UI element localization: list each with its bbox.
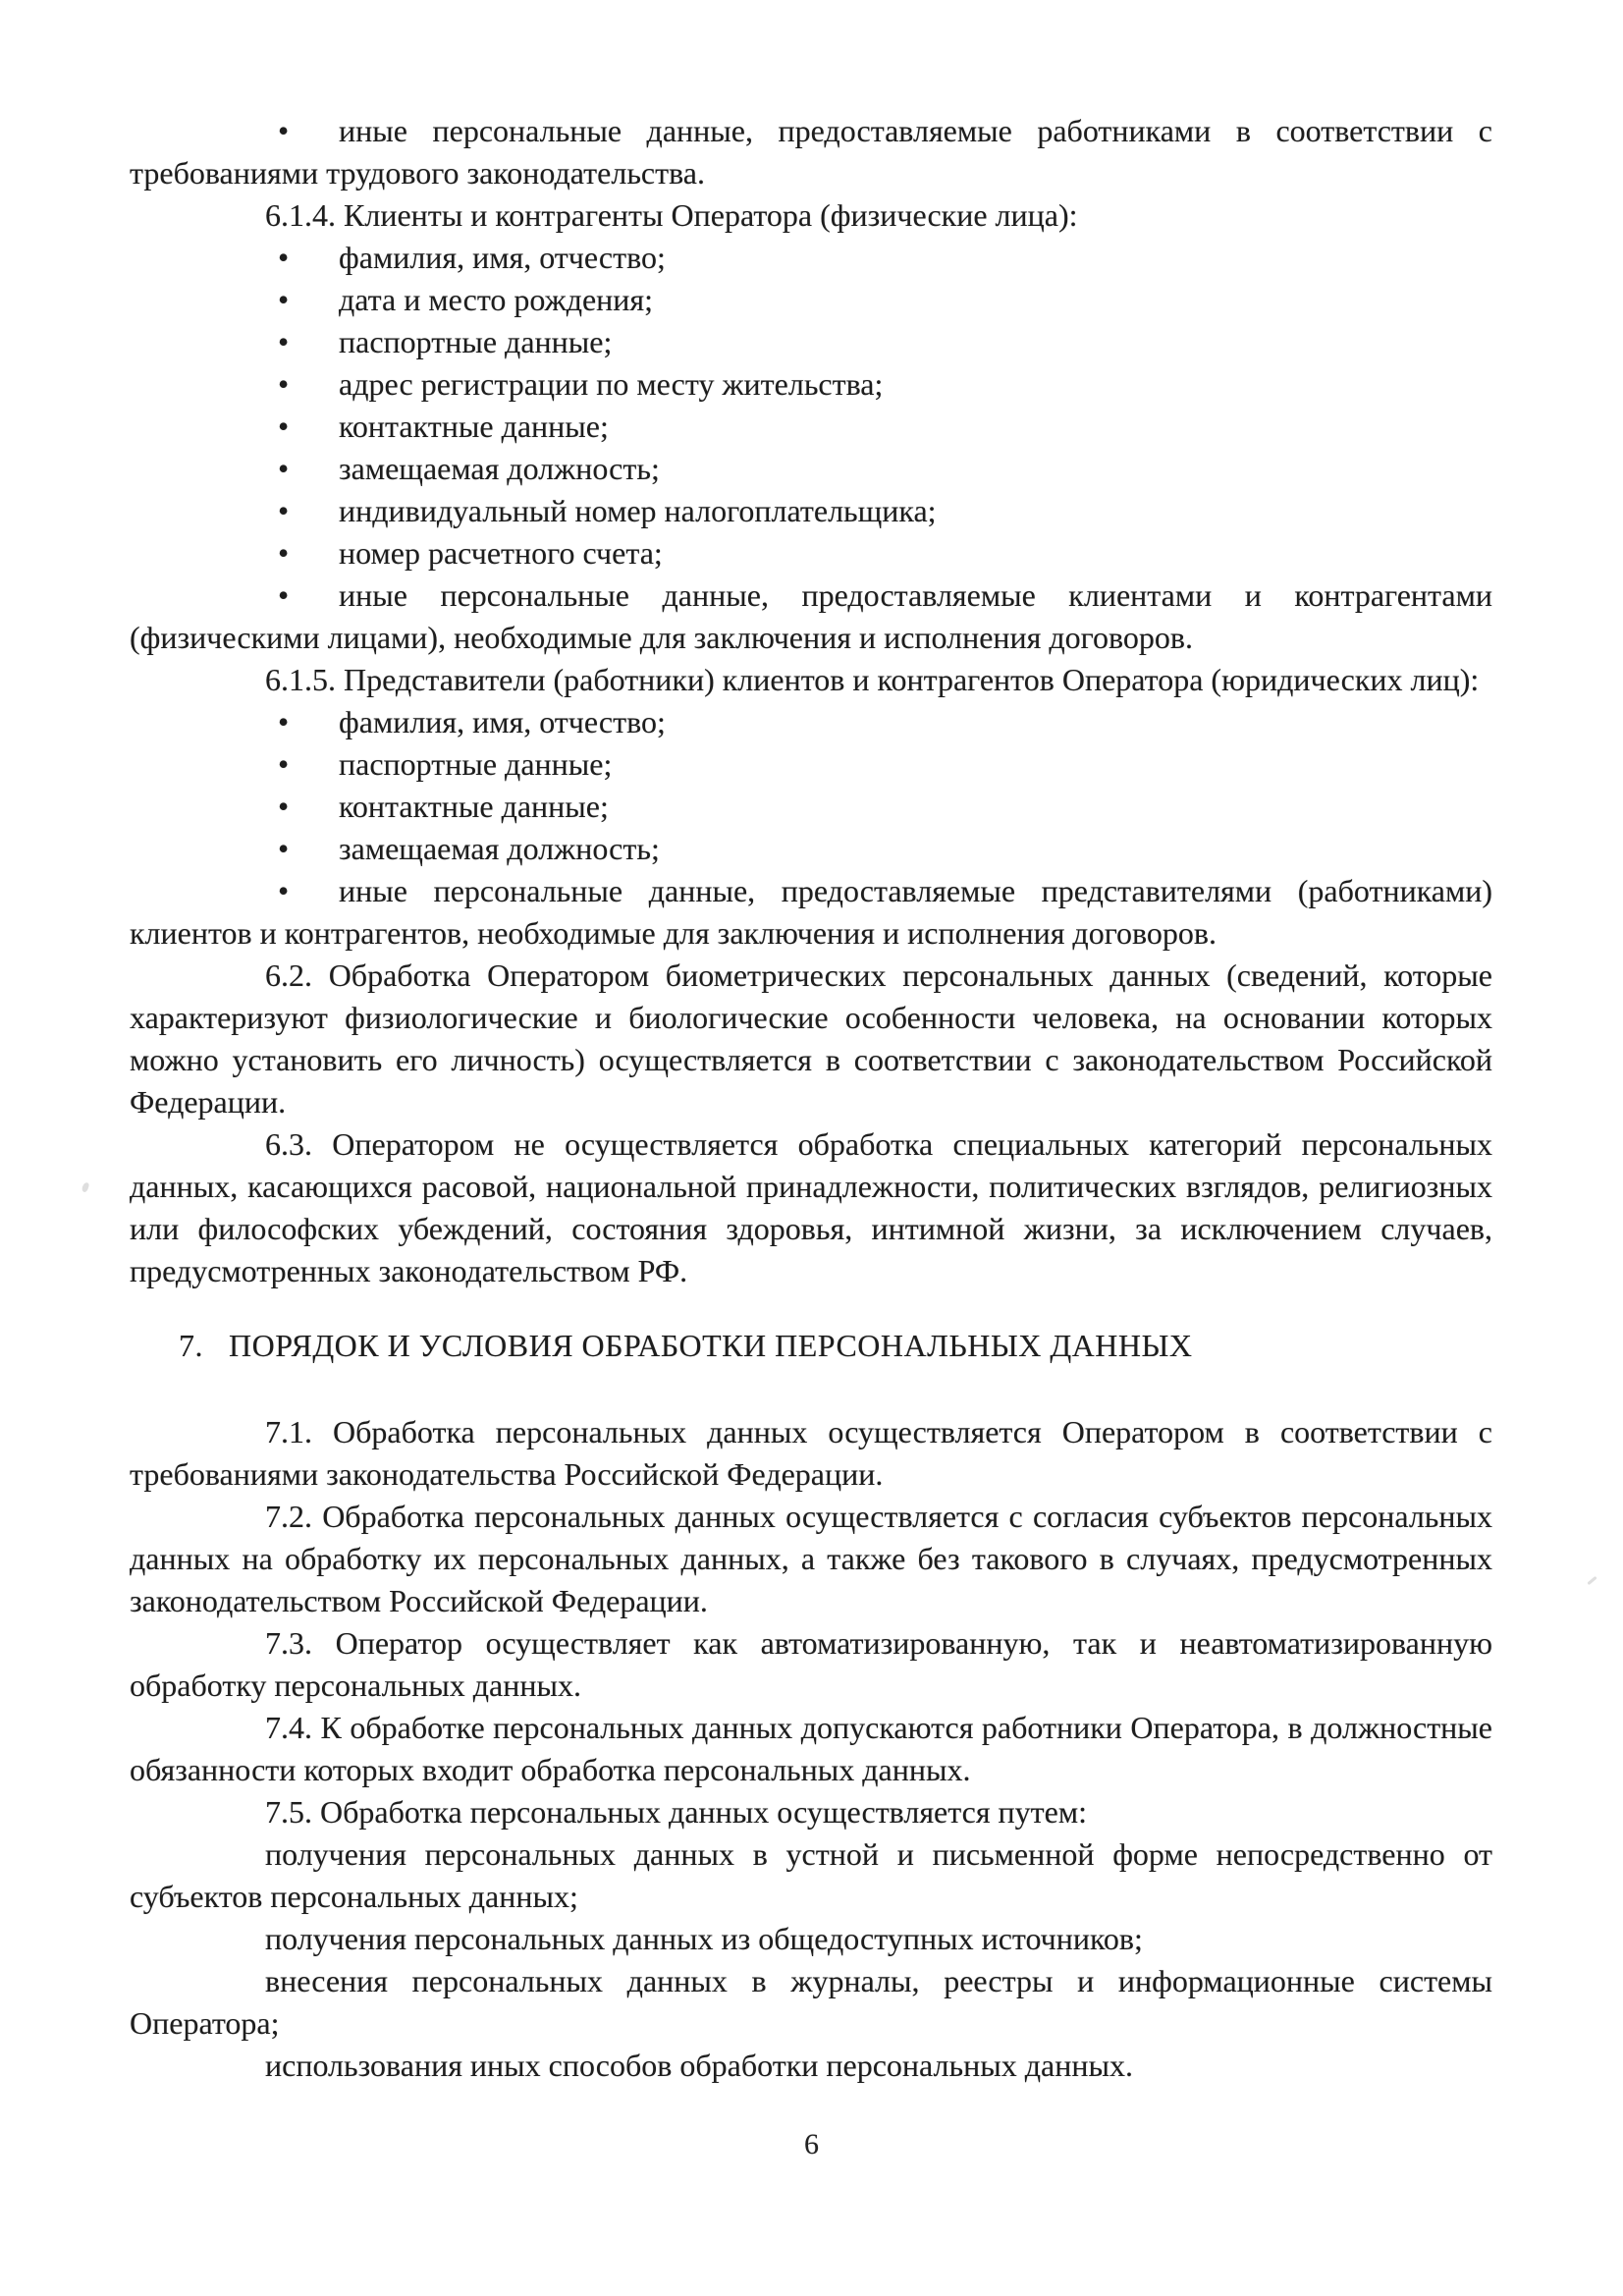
- clause-7-1: 7.1. Обработка персональных данных осуществляется Оператором в соответствии с требованиями законодательства Российской Федерации.: [130, 1414, 1492, 1492]
- bullet-text: фамилия, имя, отчество;: [339, 240, 666, 275]
- bullet-icon: •: [278, 451, 290, 486]
- page-content: [130, 110, 1492, 2087]
- bullet-text: замещаемая должность;: [339, 451, 660, 486]
- bullet-item: [130, 279, 1492, 321]
- bullet-item: [130, 363, 1492, 406]
- section-7-heading: [179, 1325, 1492, 1367]
- bullet-icon: •: [278, 366, 290, 402]
- clause-7-5-item: использования иных способов обработки персональных данных.: [265, 2048, 1133, 2083]
- bullet-item: [130, 786, 1492, 828]
- bullet-icon: •: [278, 831, 290, 866]
- scan-artifact: [81, 1181, 90, 1192]
- bullet-icon: •: [278, 324, 290, 359]
- bullet-text: паспортные данные;: [339, 746, 613, 782]
- bullet-text: иные персональные данные, предоставляемые клиентами и контрагентами (физическими лицами), необходимые для заключения и исполнения договоров.: [130, 577, 1492, 655]
- bullet-icon: •: [278, 704, 290, 739]
- bullet-item: [130, 448, 1492, 490]
- bullet-text: контактные данные;: [339, 409, 609, 444]
- bullet-icon: •: [278, 493, 290, 528]
- bullet-item: [130, 490, 1492, 532]
- bullet-item: [130, 321, 1492, 363]
- bullet-text: контактные данные;: [339, 789, 609, 824]
- bullet-text: адрес регистрации по месту жительства;: [339, 366, 884, 402]
- bullet-text: фамилия, имя, отчество;: [339, 704, 666, 739]
- clause-7-2: 7.2. Обработка персональных данных осуществляется с согласия субъектов персональных данных на обработку их персональных данных, а также без такового в случаях, предусмотренных законодательством Российской Федерации.: [130, 1499, 1492, 1618]
- bullet-text: паспортные данные;: [339, 324, 613, 359]
- clause-6-1-4: 6.1.4. Клиенты и контрагенты Оператора (физические лица):: [265, 197, 1078, 233]
- bullet-item: [130, 110, 1492, 194]
- bullet-icon: •: [278, 240, 290, 275]
- bullet-item: [130, 701, 1492, 743]
- section-7-title: ПОРЯДОК И УСЛОВИЯ ОБРАБОТКИ ПЕРСОНАЛЬНЫХ ДАННЫХ: [229, 1328, 1193, 1363]
- bullet-icon: •: [278, 113, 290, 148]
- bullet-icon: •: [278, 409, 290, 444]
- bullet-item: [130, 870, 1492, 955]
- bullet-icon: •: [278, 282, 290, 317]
- bullet-text: иные персональные данные, предоставляемые работниками в соответствии с требованиями трудового законодательства.: [130, 113, 1492, 191]
- bullet-text: номер расчетного счета;: [339, 535, 663, 571]
- clause-7-5-item: получения персональных данных из общедоступных источников;: [265, 1921, 1143, 1956]
- clause-7-3: 7.3. Оператор осуществляет как автоматизированную, так и неавтоматизированную обработку персональных данных.: [130, 1625, 1492, 1703]
- bullet-icon: •: [278, 535, 290, 571]
- bullet-icon: •: [278, 789, 290, 824]
- page-number: 6: [804, 2128, 819, 2160]
- bullet-item: [130, 237, 1492, 279]
- bullet-item: [130, 743, 1492, 786]
- bullet-icon: •: [278, 873, 290, 908]
- bullet-icon: •: [278, 746, 290, 782]
- clause-7-5: 7.5. Обработка персональных данных осуществляется путем:: [265, 1794, 1087, 1830]
- bullet-item: [130, 828, 1492, 870]
- clause-7-4: 7.4. К обработке персональных данных допускаются работники Оператора, в должностные обязанности которых входит обработка персональных данных.: [130, 1710, 1492, 1787]
- clause-7-5-item: получения персональных данных в устной и письменной форме непосредственно от субъектов персональных данных;: [130, 1836, 1492, 1914]
- section-7-number: 7.: [179, 1328, 203, 1363]
- clause-7-5-item: внесения персональных данных в журналы, реестры и информационные системы Оператора;: [130, 1963, 1492, 2041]
- clause-6-1-5: 6.1.5. Представители (работники) клиентов и контрагентов Оператора (юридических лиц):: [265, 662, 1480, 697]
- scan-artifact: [1587, 1576, 1596, 1585]
- bullet-item: [130, 406, 1492, 448]
- bullet-item: [130, 574, 1492, 659]
- bullet-text: иные персональные данные, предоставляемые представителями (работниками) клиентов и контрагентов, необходимые для заключения и исполнения договоров.: [130, 873, 1492, 951]
- clause-6-3: 6.3. Оператором не осуществляется обработка специальных категорий персональных данных, касающихся расовой, национальной принадлежности, политических взглядов, религиозных или философских убеждений, состояния здоровья, интимной жизни, за исключением случаев, предусмотренных законодательством РФ.: [130, 1126, 1492, 1288]
- bullet-item: [130, 532, 1492, 574]
- bullet-text: дата и место рождения;: [339, 282, 654, 317]
- bullet-text: замещаемая должность;: [339, 831, 660, 866]
- clause-6-2: 6.2. Обработка Оператором биометрических персональных данных (сведений, которые характеризуют физиологические и биологические особенности человека, на основании которых можно установить его личность) осуществляется в соответствии с законодательством Российской Федерации.: [130, 957, 1492, 1120]
- bullet-icon: •: [278, 577, 290, 613]
- bullet-text: индивидуальный номер налогоплательщика;: [339, 493, 937, 528]
